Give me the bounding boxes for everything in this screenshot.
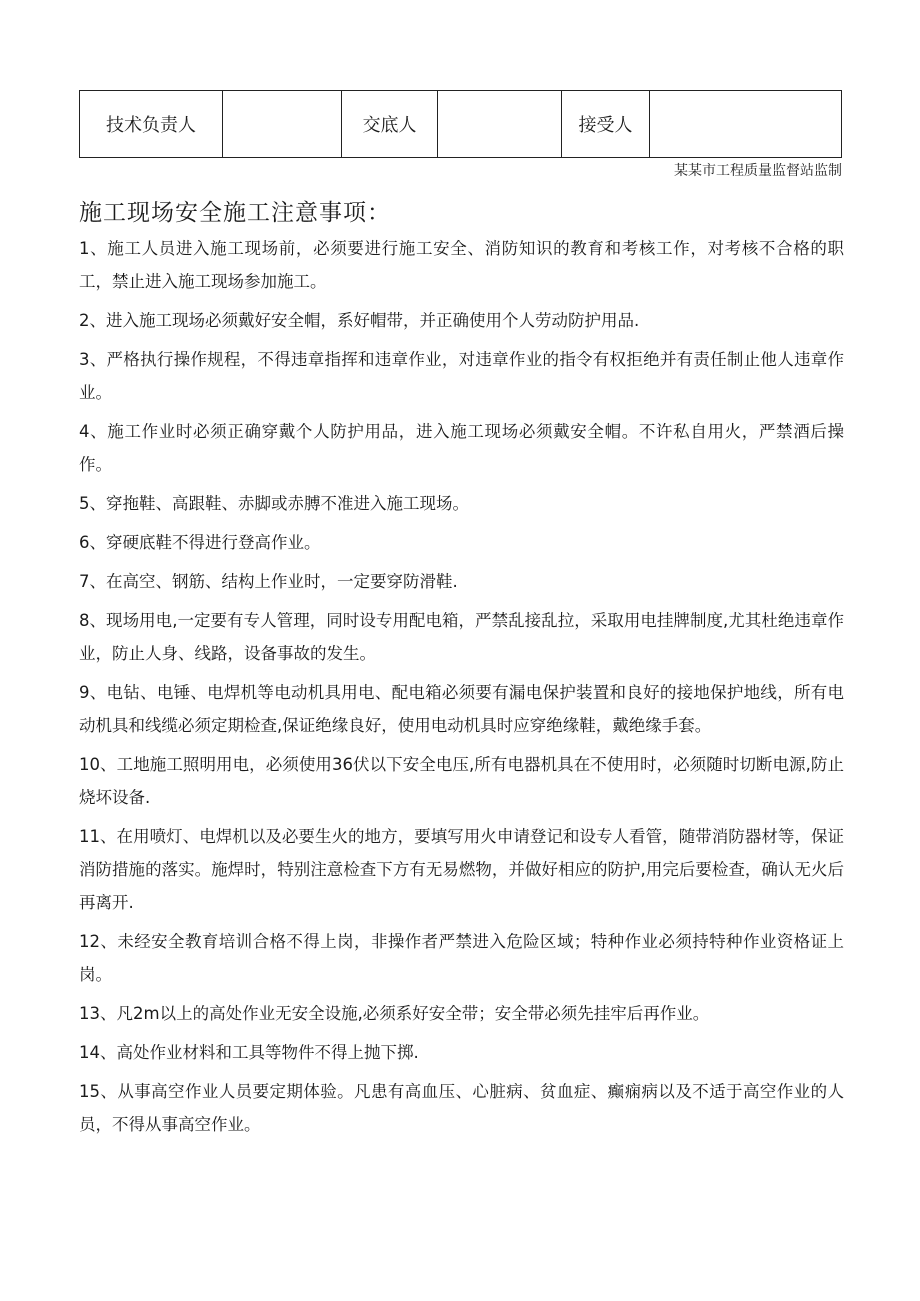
list-item: 15、从事高空作业人员要定期体验。凡患有高血压、心脏病、贫血症、癫痫病以及不适于高空作业的人员，不得从事高空作业。	[79, 1082, 844, 1134]
briefer-signature-cell	[438, 91, 562, 158]
receiver-label: 接受人	[562, 91, 650, 158]
signature-row	[80, 91, 842, 158]
list-item: 3、严格执行操作规程，不得违章指挥和违章作业，对违章作业的指令有权拒绝并有责任制止他人违章作业。	[79, 350, 844, 402]
tech-lead-label: 技术负责人	[80, 91, 223, 158]
list-item: 9、电钻、电锤、电焊机等电动机具用电、配电箱必须要有漏电保护装置和良好的接地保护地线，所有电动机具和线缆必须定期检查,保证绝缘良好，使用电动机具时应穿绝缘鞋，戴绝缘手套。	[79, 683, 844, 735]
briefer-label: 交底人	[342, 91, 438, 158]
list-item: 12、未经安全教育培训合格不得上岗，非操作者严禁进入危险区域；特种作业必须持特种作业资格证上岗。	[79, 932, 844, 984]
list-item: 14、高处作业材料和工具等物件不得上抛下掷.	[79, 1043, 419, 1062]
list-item: 10、工地施工照明用电，必须使用36伏以下安全电压,所有电器机具在不使用时，必须随时切断电源,防止烧坏设备.	[79, 755, 844, 807]
safety-items-list	[79, 232, 844, 1147]
tech-lead-signature-cell	[223, 91, 342, 158]
list-item: 1、施工人员进入施工现场前，必须要进行施工安全、消防知识的教育和考核工作，对考核不合格的职工，禁止进入施工现场参加施工。	[79, 239, 844, 291]
list-item: 11、在用喷灯、电焊机以及必要生火的地方，要填写用火申请登记和设专人看管，随带消防器材等，保证消防措施的落实。施焊时，特别注意检查下方有无易燃物，并做好相应的防护,用完后要检查，确认无火后再离开.	[79, 827, 844, 912]
list-item: 5、穿拖鞋、高跟鞋、赤脚或赤膊不准进入施工现场。	[79, 494, 469, 513]
list-item: 8、现场用电,一定要有专人管理，同时设专用配电箱，严禁乱接乱拉，采取用电挂牌制度,尤其杜绝违章作业，防止人身、线路，设备事故的发生。	[79, 611, 844, 663]
list-item: 13、凡2m以上的高处作业无安全设施,必须系好安全带；安全带必须先挂牢后再作业。	[79, 1004, 710, 1023]
list-item: 4、施工作业时必须正确穿戴个人防护用品，进入施工现场必须戴安全帽。不许私自用火，严禁酒后操作。	[79, 422, 844, 474]
list-item: 7、在高空、钢筋、结构上作业时，一定要穿防滑鞋.	[79, 572, 458, 591]
page-title: 施工现场安全施工注意事项：	[79, 200, 391, 226]
issuer-credit: 某某市工程质量监督站监制	[674, 163, 842, 179]
signature-table	[79, 90, 842, 158]
receiver-signature-cell	[650, 91, 842, 158]
list-item: 2、进入施工现场必须戴好安全帽，系好帽带，并正确使用个人劳动防护用品.	[79, 311, 640, 330]
list-item: 6、穿硬底鞋不得进行登高作业。	[79, 533, 321, 552]
